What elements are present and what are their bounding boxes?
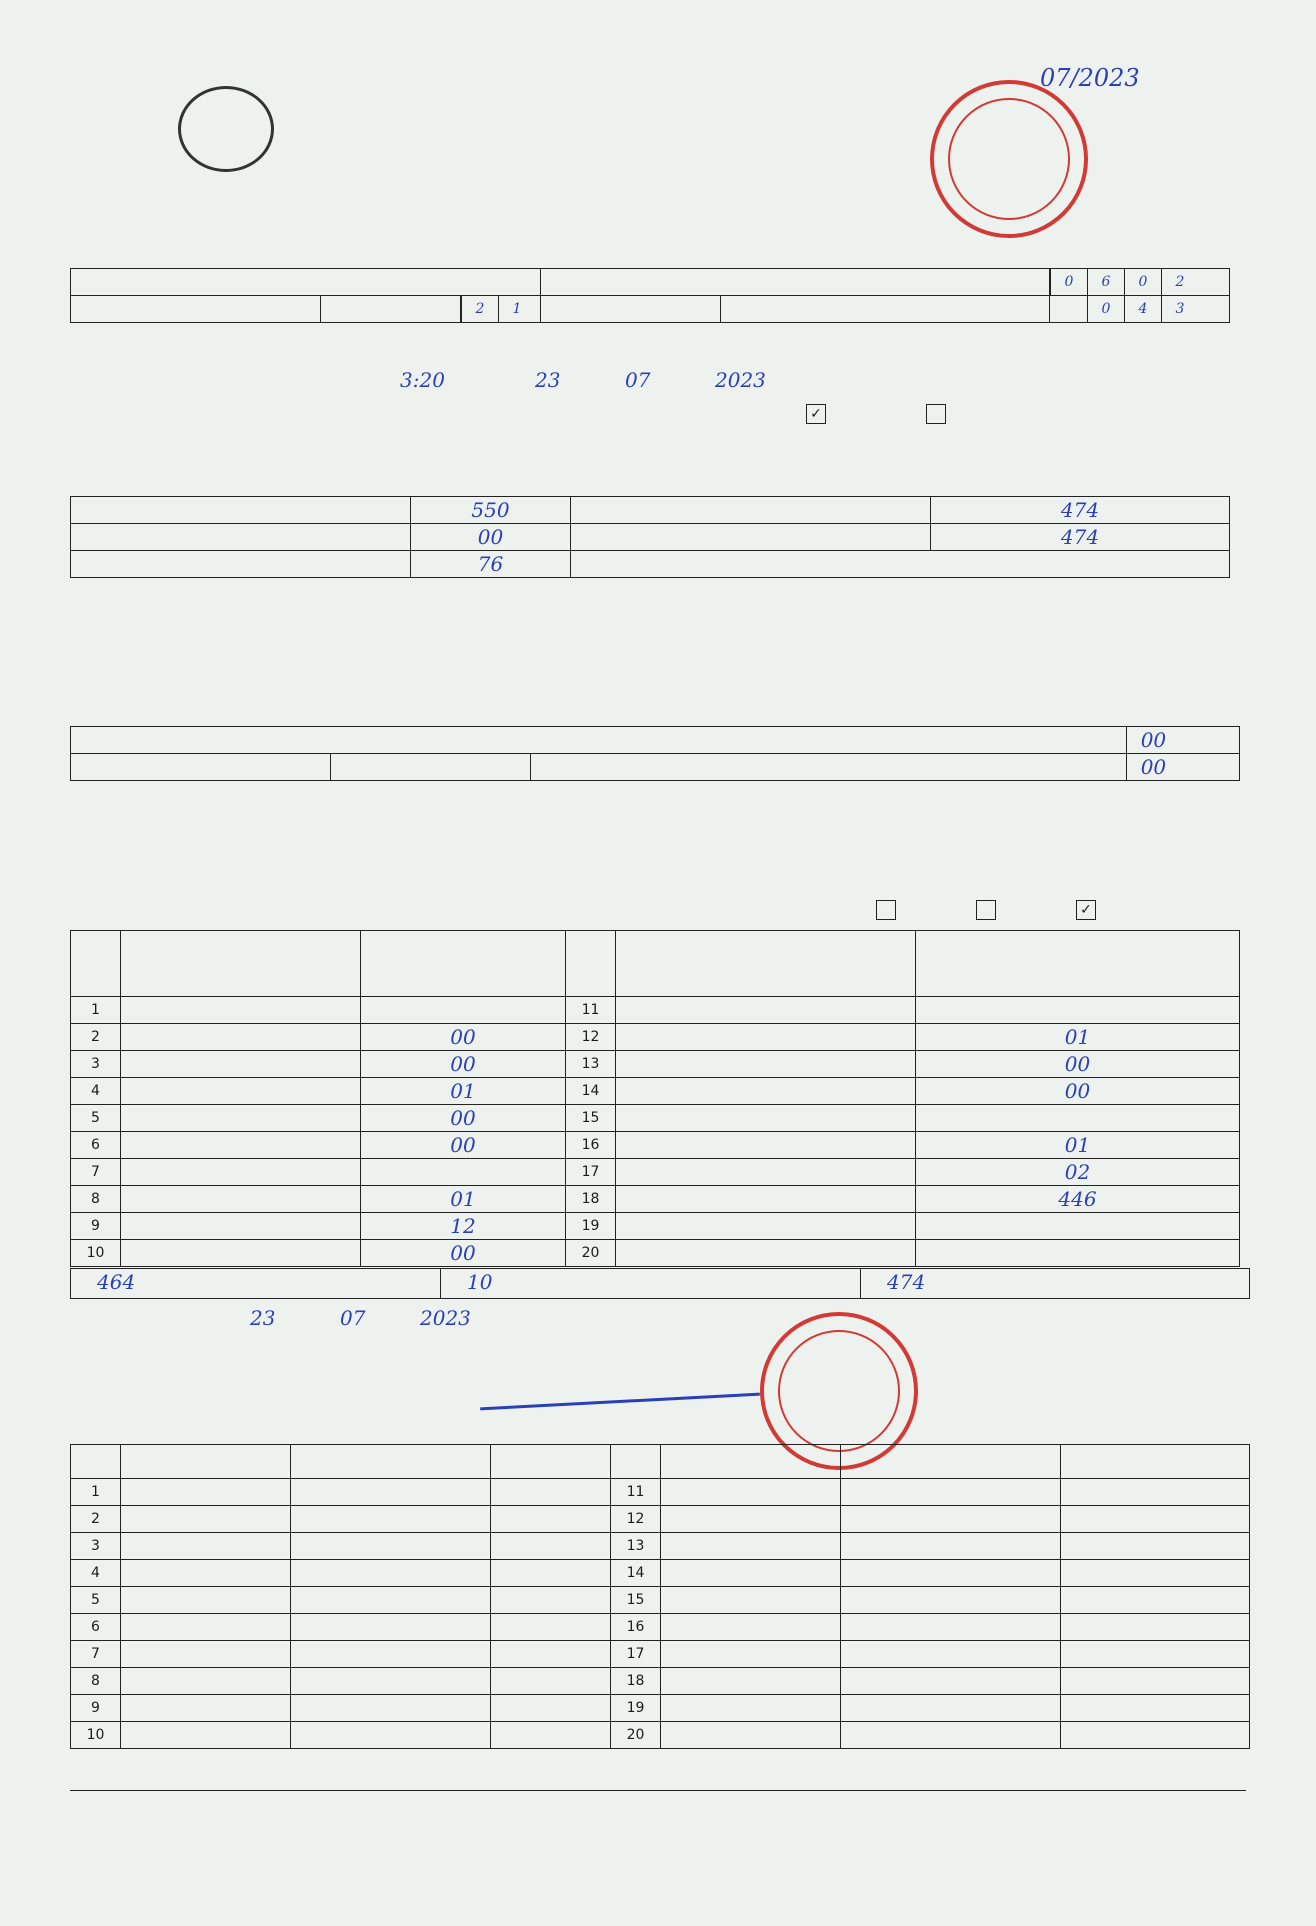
witness-row-name-left bbox=[121, 1668, 291, 1695]
results-row-votes-right: 446 bbox=[916, 1186, 1240, 1213]
witness-row bbox=[71, 1614, 1250, 1641]
witness-row-party-right bbox=[841, 1641, 1061, 1668]
results-row-idx-left: 10 bbox=[71, 1240, 121, 1267]
results-row-idx-right: 20 bbox=[566, 1240, 616, 1267]
results-row-votes-left bbox=[361, 997, 566, 1024]
complaints-label-2 bbox=[71, 754, 331, 781]
section-2-text-2 bbox=[70, 402, 1246, 426]
witness-col-idx-right bbox=[611, 1445, 661, 1479]
total-invalid-label bbox=[441, 1269, 861, 1299]
witness-row-name-left bbox=[121, 1533, 291, 1560]
witness-row-name-right bbox=[661, 1533, 841, 1560]
results-col-party-right bbox=[616, 931, 916, 997]
unused-ballots-value: 76 bbox=[411, 551, 571, 578]
witness-row-idx-right: 13 bbox=[611, 1533, 661, 1560]
witness-row-party-right bbox=[841, 1533, 1061, 1560]
results-row-idx-right: 13 bbox=[566, 1051, 616, 1078]
footer-divider bbox=[70, 1790, 1246, 1791]
results-row-idx-left: 8 bbox=[71, 1186, 121, 1213]
results-row-votes-right: 00 bbox=[916, 1078, 1240, 1105]
results-row-party-left bbox=[121, 1240, 361, 1267]
witness-row-sign-right bbox=[1061, 1479, 1250, 1506]
witness-row-idx-right: 14 bbox=[611, 1560, 661, 1587]
results-row-votes-right bbox=[916, 1213, 1240, 1240]
results-row-votes-right: 01 bbox=[916, 1132, 1240, 1159]
total-valid-value: 464 bbox=[97, 1270, 136, 1294]
results-col-votes-left bbox=[361, 931, 566, 997]
witness-row-idx-left: 9 bbox=[71, 1695, 121, 1722]
page-count-1-checkbox[interactable] bbox=[876, 900, 896, 920]
results-row-votes-left: 00 bbox=[361, 1105, 566, 1132]
results-date-year: 2023 bbox=[420, 1306, 471, 1330]
spoiled-ballots-value: 00 bbox=[411, 524, 571, 551]
complaints-mid-label bbox=[531, 754, 1127, 781]
voters-value: 474 bbox=[931, 497, 1230, 524]
witness-row-party-left bbox=[291, 1641, 491, 1668]
station-code: 0 6 0 2 bbox=[1050, 269, 1230, 296]
count-year: 2023 bbox=[715, 368, 766, 392]
witness-row-sign-right bbox=[1061, 1641, 1250, 1668]
witness-row-sign-left bbox=[491, 1695, 611, 1722]
count-time: 3:20 bbox=[400, 368, 445, 392]
results-row bbox=[71, 1132, 1240, 1159]
results-row-party-right bbox=[616, 997, 916, 1024]
witness-row-idx-left: 7 bbox=[71, 1641, 121, 1668]
section-2-intro-line bbox=[70, 466, 1246, 490]
witness-row-party-left bbox=[291, 1533, 491, 1560]
results-row-party-left bbox=[121, 1213, 361, 1240]
witness-row-party-right bbox=[841, 1560, 1061, 1587]
results-row-votes-right: 01 bbox=[916, 1024, 1240, 1051]
results-row bbox=[71, 1240, 1240, 1267]
witness-row-party-left bbox=[291, 1506, 491, 1533]
witness-row-sign-right bbox=[1061, 1587, 1250, 1614]
results-date-day: 23 bbox=[250, 1306, 276, 1330]
complaints-table bbox=[70, 726, 1240, 781]
witness-row-name-left bbox=[121, 1614, 291, 1641]
witness-row-idx-left: 10 bbox=[71, 1722, 121, 1749]
witness-row-party-right bbox=[841, 1587, 1061, 1614]
summary-formula bbox=[571, 551, 1230, 578]
results-row-votes-left bbox=[361, 1159, 566, 1186]
results-row-party-left bbox=[121, 1186, 361, 1213]
results-row-party-left bbox=[121, 1078, 361, 1105]
results-row-idx-right: 15 bbox=[566, 1105, 616, 1132]
results-row-idx-right: 17 bbox=[566, 1159, 616, 1186]
results-row-party-left bbox=[121, 1024, 361, 1051]
section-5-footnote bbox=[130, 1752, 1246, 1776]
witness-row-party-left bbox=[291, 1614, 491, 1641]
commune-code: 0 4 3 bbox=[1050, 296, 1230, 323]
witness-row-idx-left: 8 bbox=[71, 1668, 121, 1695]
witness-row-sign-right bbox=[1061, 1533, 1250, 1560]
witness-row-sign-right bbox=[1061, 1614, 1250, 1641]
province-label bbox=[71, 296, 321, 323]
complaints-value-2: 00 bbox=[1127, 754, 1180, 781]
results-row-party-right bbox=[616, 1132, 916, 1159]
witness-col-sign-right bbox=[1061, 1445, 1250, 1479]
witness-row-name-right bbox=[661, 1587, 841, 1614]
results-date-month: 07 bbox=[340, 1306, 366, 1330]
witness-row-party-right bbox=[841, 1614, 1061, 1641]
witness-row-idx-right: 19 bbox=[611, 1695, 661, 1722]
count-month: 07 bbox=[625, 368, 651, 392]
witness-row-party-right bbox=[841, 1722, 1061, 1749]
witness-row-name-right bbox=[661, 1506, 841, 1533]
witness-row-party-left bbox=[291, 1722, 491, 1749]
witness-row-idx-right: 16 bbox=[611, 1614, 661, 1641]
results-row-votes-left: 01 bbox=[361, 1186, 566, 1213]
corner-date: 07/2023 bbox=[1040, 64, 1140, 92]
witness-row-idx-left: 5 bbox=[71, 1587, 121, 1614]
witness-row bbox=[71, 1587, 1250, 1614]
witness-row-sign-left bbox=[491, 1668, 611, 1695]
results-row bbox=[71, 1105, 1240, 1132]
results-row-party-right bbox=[616, 1186, 916, 1213]
witness-row-name-left bbox=[121, 1560, 291, 1587]
complaints-unit-2a bbox=[331, 754, 531, 781]
witness-body bbox=[71, 1479, 1250, 1749]
results-row-votes-left: 01 bbox=[361, 1078, 566, 1105]
station-name bbox=[541, 269, 1050, 296]
results-row bbox=[71, 1024, 1240, 1051]
witness-row-idx-left: 4 bbox=[71, 1560, 121, 1587]
results-date-line bbox=[130, 1306, 1246, 1330]
results-row-idx-right: 16 bbox=[566, 1132, 616, 1159]
station-label bbox=[71, 269, 541, 296]
witness-row bbox=[71, 1668, 1250, 1695]
witness-col-party-left bbox=[291, 1445, 491, 1479]
no-checkbox[interactable] bbox=[926, 404, 946, 424]
witness-row-name-right bbox=[661, 1722, 841, 1749]
ballot-summary-table bbox=[70, 496, 1230, 578]
results-row bbox=[71, 1213, 1240, 1240]
witness-row-idx-right: 18 bbox=[611, 1668, 661, 1695]
complaints-label-1 bbox=[71, 727, 1127, 754]
results-row bbox=[71, 1186, 1240, 1213]
witness-col-name-right bbox=[661, 1445, 841, 1479]
witness-row bbox=[71, 1695, 1250, 1722]
witness-row-idx-right: 17 bbox=[611, 1641, 661, 1668]
witness-row-name-right bbox=[661, 1479, 841, 1506]
results-row bbox=[71, 1078, 1240, 1105]
results-col-party-left bbox=[121, 931, 361, 997]
witness-row-name-right bbox=[661, 1560, 841, 1587]
total-box-value: 474 bbox=[887, 1270, 926, 1294]
witness-row bbox=[71, 1479, 1250, 1506]
witness-row bbox=[71, 1533, 1250, 1560]
results-row bbox=[71, 1159, 1240, 1186]
total-box-label bbox=[861, 1269, 1250, 1299]
results-row-idx-left: 4 bbox=[71, 1078, 121, 1105]
party-results-table bbox=[70, 930, 1240, 1267]
station-table bbox=[70, 268, 1230, 323]
results-row-idx-right: 11 bbox=[566, 997, 616, 1024]
results-row-party-right bbox=[616, 1213, 916, 1240]
witness-row-idx-left: 1 bbox=[71, 1479, 121, 1506]
witness-row-sign-left bbox=[491, 1587, 611, 1614]
section-3-note-line bbox=[70, 804, 1246, 828]
results-row-idx-left: 9 bbox=[71, 1213, 121, 1240]
witness-row-name-left bbox=[121, 1587, 291, 1614]
results-row-party-right bbox=[616, 1159, 916, 1186]
witness-row-name-right bbox=[661, 1641, 841, 1668]
official-seal-top bbox=[930, 80, 1088, 238]
complaints-unit-1 bbox=[1180, 727, 1240, 754]
summary-left-label-3 bbox=[71, 551, 411, 578]
witness-row-sign-right bbox=[1061, 1506, 1250, 1533]
results-row-party-left bbox=[121, 1159, 361, 1186]
yes-checkbox[interactable]: ✓ bbox=[806, 404, 826, 424]
summary-right-label-2 bbox=[571, 524, 931, 551]
results-col-idx-right bbox=[566, 931, 616, 997]
witness-row-sign-left bbox=[491, 1533, 611, 1560]
results-row-votes-right: 00 bbox=[916, 1051, 1240, 1078]
witness-row-idx-left: 3 bbox=[71, 1533, 121, 1560]
results-row-idx-left: 2 bbox=[71, 1024, 121, 1051]
results-row-votes-right: 02 bbox=[916, 1159, 1240, 1186]
results-row-party-left bbox=[121, 1105, 361, 1132]
results-row-votes-right bbox=[916, 1240, 1240, 1267]
results-row-idx-left: 1 bbox=[71, 997, 121, 1024]
results-row-idx-left: 5 bbox=[71, 1105, 121, 1132]
page-count-2-checkbox[interactable] bbox=[976, 900, 996, 920]
section-4-intro-line bbox=[70, 898, 1246, 922]
witness-col-sign-left bbox=[491, 1445, 611, 1479]
results-row-idx-left: 3 bbox=[71, 1051, 121, 1078]
witness-row-sign-left bbox=[491, 1506, 611, 1533]
results-row-votes-right bbox=[916, 1105, 1240, 1132]
witness-row-sign-right bbox=[1061, 1668, 1250, 1695]
results-col-votes-right bbox=[916, 931, 1240, 997]
commune-name bbox=[721, 296, 1050, 323]
witness-row-name-right bbox=[661, 1695, 841, 1722]
results-row-party-right bbox=[616, 1078, 916, 1105]
ballots-in-box-value: 474 bbox=[931, 524, 1230, 551]
witness-row-name-right bbox=[661, 1668, 841, 1695]
witness-row-name-right bbox=[661, 1614, 841, 1641]
results-row-party-right bbox=[616, 1240, 916, 1267]
total-valid-label bbox=[71, 1269, 441, 1299]
province-code: 2 1 bbox=[461, 296, 541, 323]
witness-row-name-left bbox=[121, 1479, 291, 1506]
witness-row-idx-left: 6 bbox=[71, 1614, 121, 1641]
results-col-idx-left bbox=[71, 931, 121, 997]
witness-row-name-left bbox=[121, 1722, 291, 1749]
witness-row-name-left bbox=[121, 1506, 291, 1533]
witness-row-party-right bbox=[841, 1668, 1061, 1695]
results-row bbox=[71, 997, 1240, 1024]
witness-row-party-left bbox=[291, 1695, 491, 1722]
results-row-party-left bbox=[121, 1051, 361, 1078]
results-row-idx-right: 12 bbox=[566, 1024, 616, 1051]
witness-row-sign-left bbox=[491, 1614, 611, 1641]
results-row-votes-right bbox=[916, 997, 1240, 1024]
witness-row-idx-right: 15 bbox=[611, 1587, 661, 1614]
summary-left-label-1 bbox=[71, 497, 411, 524]
section-2-text-1 bbox=[70, 368, 1246, 392]
results-row-votes-left: 12 bbox=[361, 1213, 566, 1240]
results-row-party-left bbox=[121, 1132, 361, 1159]
section-2-note-object bbox=[70, 658, 1246, 682]
results-row-idx-right: 19 bbox=[566, 1213, 616, 1240]
witness-row-party-left bbox=[291, 1587, 491, 1614]
witness-row-sign-left bbox=[491, 1641, 611, 1668]
witness-row-party-left bbox=[291, 1560, 491, 1587]
page-count-3-checkbox[interactable]: ✓ bbox=[1076, 900, 1096, 920]
national-emblem-icon bbox=[178, 86, 274, 172]
witness-row-name-left bbox=[121, 1641, 291, 1668]
results-row-party-right bbox=[616, 1051, 916, 1078]
commune-label bbox=[541, 296, 721, 323]
results-row-idx-left: 7 bbox=[71, 1159, 121, 1186]
witness-row-party-right bbox=[841, 1479, 1061, 1506]
total-invalid-value: 10 bbox=[467, 1270, 493, 1294]
results-row-votes-left: 00 bbox=[361, 1240, 566, 1267]
witness-row-sign-left bbox=[491, 1722, 611, 1749]
witness-row-idx-right: 20 bbox=[611, 1722, 661, 1749]
witness-row bbox=[71, 1560, 1250, 1587]
form-footer bbox=[70, 1798, 1246, 1822]
witness-row-party-right bbox=[841, 1695, 1061, 1722]
count-day: 23 bbox=[535, 368, 561, 392]
witness-col-party-right bbox=[841, 1445, 1061, 1479]
results-row-votes-left: 00 bbox=[361, 1024, 566, 1051]
results-row-party-left bbox=[121, 997, 361, 1024]
witness-row-sign-right bbox=[1061, 1560, 1250, 1587]
witness-row-sign-left bbox=[491, 1560, 611, 1587]
results-row-idx-right: 14 bbox=[566, 1078, 616, 1105]
witness-row-idx-left: 2 bbox=[71, 1506, 121, 1533]
witness-row-sign-right bbox=[1061, 1695, 1250, 1722]
witness-row-party-right bbox=[841, 1506, 1061, 1533]
witness-row-sign-left bbox=[491, 1479, 611, 1506]
witness-col-name-left bbox=[121, 1445, 291, 1479]
results-row-votes-left: 00 bbox=[361, 1132, 566, 1159]
witness-row bbox=[71, 1506, 1250, 1533]
chair-signature bbox=[480, 1393, 760, 1411]
results-row-idx-left: 6 bbox=[71, 1132, 121, 1159]
section-2-note-diff bbox=[70, 626, 1246, 650]
witness-row-name-left bbox=[121, 1695, 291, 1722]
witness-row-party-left bbox=[291, 1479, 491, 1506]
province-name bbox=[321, 296, 461, 323]
section-2-compare-line bbox=[70, 594, 1246, 618]
witness-col-idx-left bbox=[71, 1445, 121, 1479]
complaints-unit-2 bbox=[1180, 754, 1240, 781]
witness-row-idx-right: 12 bbox=[611, 1506, 661, 1533]
witness-row-party-left bbox=[291, 1668, 491, 1695]
results-body bbox=[71, 997, 1240, 1267]
witness-row-idx-right: 11 bbox=[611, 1479, 661, 1506]
section-2-note-line bbox=[70, 436, 1246, 460]
witness-row bbox=[71, 1722, 1250, 1749]
results-row bbox=[71, 1051, 1240, 1078]
results-totals-table bbox=[70, 1268, 1250, 1299]
witness-row bbox=[71, 1641, 1250, 1668]
results-row-votes-left: 00 bbox=[361, 1051, 566, 1078]
results-row-party-right bbox=[616, 1024, 916, 1051]
witness-table bbox=[70, 1444, 1250, 1749]
summary-left-label-2 bbox=[71, 524, 411, 551]
results-row-party-right bbox=[616, 1105, 916, 1132]
received-ballots-value: 550 bbox=[411, 497, 571, 524]
summary-right-label-1 bbox=[571, 497, 931, 524]
results-row-idx-right: 18 bbox=[566, 1186, 616, 1213]
witness-row-sign-right bbox=[1061, 1722, 1250, 1749]
complaints-value-1: 00 bbox=[1127, 727, 1180, 754]
